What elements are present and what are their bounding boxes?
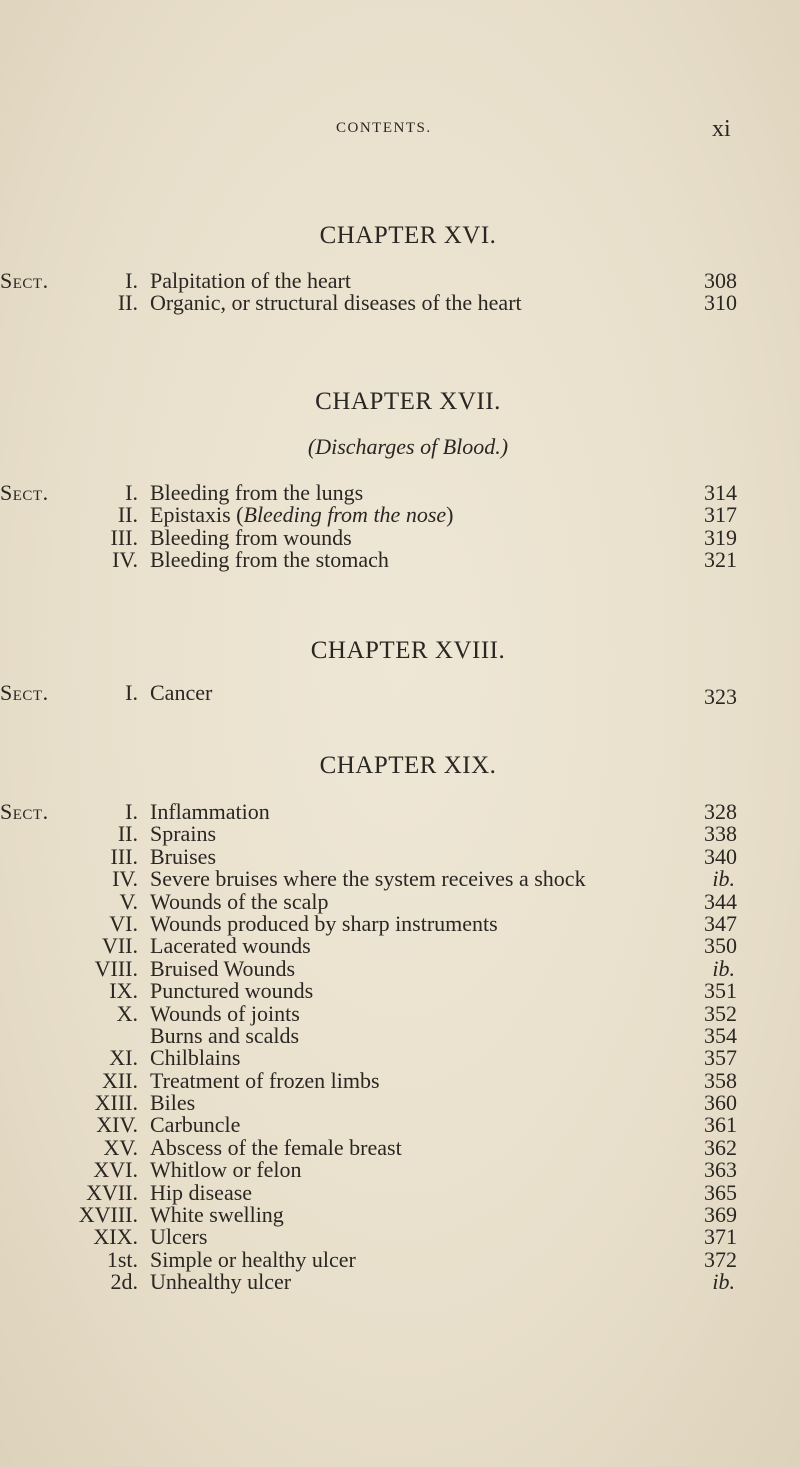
- entry-title: Wounds of the scalp: [150, 888, 329, 914]
- section-number: X.: [116, 1000, 138, 1026]
- entry-page: 351: [704, 978, 737, 1004]
- toc-entry: [0, 910, 800, 936]
- entry-title: Whitlow or felon: [150, 1157, 302, 1183]
- entry-title: Punctured wounds: [150, 978, 314, 1004]
- sect-label: Sect.: [0, 480, 49, 505]
- entry-page: 350: [704, 933, 737, 959]
- entry-page: 310: [704, 290, 737, 316]
- toc-entry: [0, 549, 800, 571]
- section-number: XII.: [101, 1067, 138, 1093]
- toc-entry: [0, 888, 800, 914]
- toc-entry: [0, 1067, 800, 1093]
- section-number: XVIII.: [78, 1202, 138, 1228]
- entry-page: 321: [704, 547, 737, 573]
- entry-page: ib.: [712, 866, 735, 892]
- toc-entry: [0, 1134, 800, 1160]
- section-number: II.: [117, 502, 138, 528]
- chapter-entries: [0, 680, 800, 709]
- entry-title: Severe bruises where the system receives a shock: [150, 866, 586, 892]
- chapter-title: CHAPTER XVIII.: [310, 637, 506, 664]
- toc-entry: [0, 955, 800, 981]
- section-number: II.: [117, 821, 138, 847]
- section-number: 1st.: [106, 1246, 138, 1272]
- entry-title: Biles: [150, 1090, 196, 1116]
- entry-title: White swelling: [150, 1202, 284, 1228]
- section-number: IX.: [109, 978, 138, 1004]
- entry-page: 317: [704, 502, 737, 528]
- entry-title: Carbuncle: [150, 1112, 241, 1138]
- entry-page: ib.: [712, 1269, 735, 1295]
- toc-entry: [0, 504, 800, 526]
- section-number: XIII.: [94, 1090, 138, 1116]
- section-number: I.: [125, 480, 138, 505]
- running-header: [0, 116, 800, 146]
- entry-page: 308: [704, 268, 737, 293]
- toc-entry: [0, 823, 800, 845]
- entry-page: 352: [704, 1000, 737, 1026]
- section-number: 2d.: [110, 1269, 138, 1295]
- sect-label: Sect.: [0, 799, 49, 824]
- toc-entry: [0, 1114, 800, 1136]
- toc-entry: [0, 1204, 800, 1226]
- section-number: VII.: [101, 933, 138, 959]
- entry-title: Inflammation: [150, 799, 270, 824]
- section-number: IV.: [112, 866, 138, 892]
- entry-title: Wounds of joints: [150, 1000, 300, 1026]
- entry-title: [150, 504, 453, 526]
- entry-title: Unhealthy ulcer: [150, 1269, 292, 1295]
- toc-entry: [0, 1159, 800, 1181]
- section-number: IV.: [112, 547, 138, 573]
- entry-title: Bleeding from wounds: [150, 524, 352, 550]
- header-title: CONTENTS.: [336, 120, 432, 136]
- section-number: I.: [125, 680, 138, 705]
- toc-entry: [0, 292, 800, 314]
- entry-page: 347: [704, 910, 737, 936]
- entry-page: 328: [704, 799, 737, 824]
- entry-page: 362: [704, 1134, 737, 1160]
- section-number: V.: [119, 888, 138, 914]
- chapter-entries: [0, 482, 800, 572]
- toc-entry: [0, 270, 800, 292]
- chapter-subtitle: (Discharges of Blood.): [307, 434, 509, 459]
- entry-title: Sprains: [150, 821, 216, 847]
- entry-page: 338: [704, 821, 737, 847]
- entry-page: 340: [704, 843, 737, 869]
- toc-entry: [0, 935, 800, 957]
- entry-title: Simple or healthy ulcer: [150, 1246, 356, 1272]
- entry-title: Organic, or structural diseases of the heart: [150, 290, 522, 316]
- entry-page: 358: [704, 1067, 737, 1093]
- section-number: XIX.: [93, 1224, 138, 1250]
- entry-page: 371: [704, 1224, 737, 1250]
- entry-page: 365: [704, 1179, 737, 1205]
- entry-title: Cancer: [150, 680, 213, 705]
- entry-title-italic: Bleeding from the nose: [243, 502, 447, 528]
- entry-page: 360: [704, 1090, 737, 1116]
- section-number: XVI.: [93, 1157, 138, 1183]
- entry-title: Chilblains: [150, 1045, 241, 1071]
- section-number: XV.: [103, 1134, 138, 1160]
- section-number: III.: [110, 843, 138, 869]
- toc-entry: [0, 482, 800, 504]
- chapter-entries: [0, 801, 800, 1294]
- entry-title-suffix: ): [446, 502, 454, 528]
- toc-entry: [0, 1246, 800, 1272]
- entry-title: Palpitation of the heart: [150, 268, 351, 293]
- toc-entry: [0, 524, 800, 550]
- section-number: I.: [125, 268, 138, 293]
- entry-page: 314: [704, 480, 737, 505]
- entry-title: Treatment of frozen limbs: [150, 1067, 380, 1093]
- section-number: VIII.: [94, 955, 138, 981]
- chapter-title: CHAPTER XIX.: [319, 752, 497, 779]
- sect-label: Sect.: [0, 680, 49, 705]
- entry-title: Bleeding from the lungs: [150, 480, 364, 505]
- entry-page: ib.: [712, 955, 735, 981]
- toc-entry: [0, 1000, 800, 1026]
- entry-title: Abscess of the female breast: [150, 1134, 402, 1160]
- chapter-title: CHAPTER XVII.: [315, 388, 501, 415]
- entry-title: Lacerated wounds: [150, 933, 311, 959]
- entry-title-prefix: Epistaxis (: [150, 502, 244, 528]
- toc-entry: [0, 680, 800, 709]
- section-number: XI.: [109, 1045, 138, 1071]
- entry-title: Bleeding from the stomach: [150, 547, 389, 573]
- entry-page: 363: [704, 1157, 737, 1183]
- section-number: XIV.: [96, 1112, 138, 1138]
- toc-entry: [0, 843, 800, 869]
- section-number: II.: [117, 290, 138, 316]
- entry-title: Hip disease: [150, 1179, 253, 1205]
- section-number: XVII.: [86, 1179, 138, 1205]
- entry-page: 372: [704, 1246, 737, 1272]
- toc-entry: [0, 1179, 800, 1205]
- entry-page: 319: [704, 524, 737, 550]
- entry-title: Burns and scalds: [150, 1022, 300, 1048]
- sect-label: Sect.: [0, 268, 49, 293]
- entry-title: Bruises: [150, 843, 216, 869]
- toc-entry: [0, 1047, 800, 1069]
- entry-page: 354: [704, 1022, 737, 1048]
- toc-entry: [0, 1271, 800, 1293]
- entry-page: 369: [704, 1202, 737, 1228]
- chapter-title: CHAPTER XVI.: [319, 222, 497, 249]
- entry-title: Wounds produced by sharp instruments: [150, 910, 498, 936]
- toc-entry: [0, 1226, 800, 1248]
- chapter-entries: [0, 270, 800, 315]
- entry-page: 344: [704, 888, 737, 914]
- toc-entry: [0, 1092, 800, 1114]
- page-folio: xi: [712, 116, 731, 142]
- toc-entry: [0, 801, 800, 823]
- toc-entry: [0, 1022, 800, 1048]
- entry-page: 357: [704, 1045, 737, 1071]
- section-number: III.: [110, 524, 138, 550]
- entry-title: Ulcers: [150, 1224, 208, 1250]
- toc-entry: [0, 980, 800, 1002]
- section-number: I.: [125, 799, 138, 824]
- entry-title: Bruised Wounds: [150, 955, 296, 981]
- section-number: VI.: [109, 910, 138, 936]
- toc-entry: [0, 868, 800, 890]
- entry-page: 361: [704, 1112, 737, 1138]
- entry-page: 323: [704, 684, 737, 709]
